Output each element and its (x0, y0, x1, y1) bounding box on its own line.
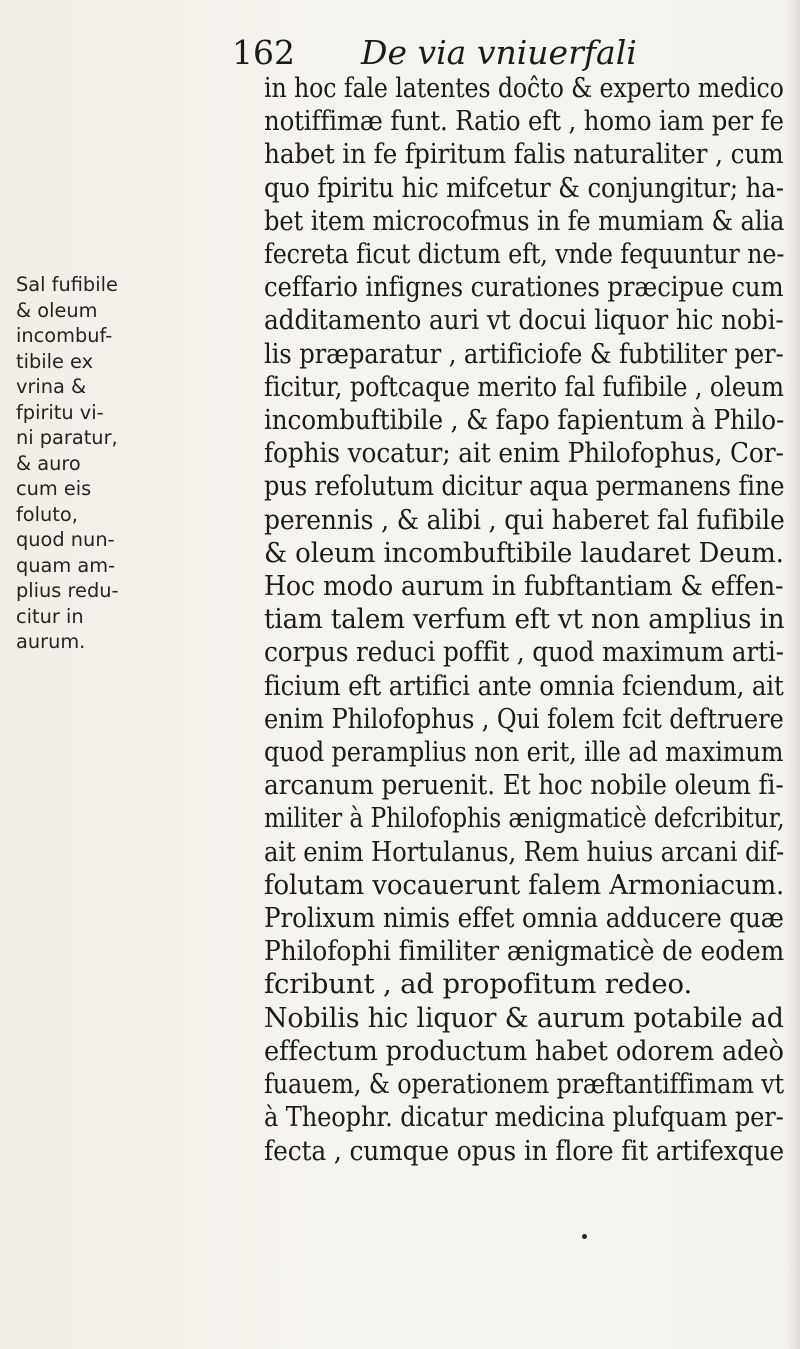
text-line: fecreta ficut dictum eft, vnde fequuntur ne- (264, 238, 785, 271)
text-line: & oleum incombuftibile laudaret Deum. (264, 536, 784, 569)
text-line: ficium eft artifici ante omnia fciendum, ait (264, 669, 784, 702)
text-line: Hoc modo aurum in fubftantiam & effen- (264, 570, 784, 603)
text-line: enim Philofophus , Qui folem fcit deftruere (264, 702, 784, 735)
margin-note-line: incombuf- (16, 324, 113, 347)
text-line: tiam talem verfum eft vt non amplius in (264, 603, 785, 636)
ink-speck (582, 1234, 587, 1239)
text-line: pus refolutum dicitur aqua permanens fine (264, 470, 785, 503)
text-line: notiffimæ funt. Ratio eft , homo iam per fe (264, 105, 784, 138)
margin-note-line: & oleum (16, 298, 98, 322)
text-line: à Theophr. dicatur medicina plufquam per- (264, 1101, 784, 1134)
text-line: bet item microcofmus in fe mumiam & alia (264, 204, 785, 237)
text-line: perennis , & alibi , qui haberet fal fufibile (264, 503, 785, 536)
text-line: quod peramplius non erit, ille ad maximum (264, 736, 784, 769)
body-text (264, 72, 784, 1168)
margin-note (16, 272, 256, 655)
margin-note-line: aurum. (16, 630, 86, 653)
text-line: arcanum peruenit. Et hoc nobile oleum fi- (264, 769, 784, 802)
margin-note-line: fpiritu vi- (16, 400, 104, 424)
text-line: fuauem, & operationem præftantiffimam vt (264, 1068, 784, 1101)
text-line: Philofophi fimiliter ænigmaticè de eodem (264, 935, 785, 968)
text-line: ceffario infignes curationes præcipue cum (264, 271, 784, 304)
text-line: in hoc fale latentes doĉto & experto medico (264, 72, 784, 104)
margin-note-line: plius redu- (16, 579, 119, 602)
text-line: lis præparatur , artificiofe & fubtiliter per- (264, 337, 784, 370)
margin-note-line: tibile ex (16, 349, 94, 373)
text-line: fecta , cumque opus in flore fit artifexque (264, 1134, 785, 1167)
text-line: militer à Philofophis ænigmaticè defcribitur, (264, 802, 785, 835)
text-line: ficitur, poftcaque merito fal fufibile , oleum (264, 370, 784, 403)
margin-note-line: vrina & (16, 375, 87, 398)
text-line: corpus reduci poffit , quod maximum arti- (264, 636, 784, 669)
text-line: quo fpiritu hic mifcetur & conjungitur; ha- (264, 171, 784, 204)
text-line: fcribunt , ad propofitum redeo. (264, 968, 693, 1001)
text-line: folutam vocauerunt falem Armoniacum. (264, 868, 785, 901)
text-line: habet in fe fpiritum falis naturaliter , cum (264, 138, 784, 171)
margin-note-line: Sal fufibile (16, 273, 118, 296)
text-line: fophis vocatur; ait enim Philofophus, Cor- (264, 437, 784, 470)
page-header (232, 28, 792, 78)
running-head: De via vniuerfali (361, 33, 637, 72)
margin-note-line: & auro (16, 451, 81, 475)
page-number: 162 (232, 33, 295, 72)
text-line: Prolixum nimis effet omnia adducere quæ (264, 902, 784, 935)
text-line: effectum productum habet odorem adeò (264, 1034, 784, 1067)
margin-note-line: cum eis (16, 477, 92, 500)
page-edge-shadow (786, 0, 800, 1349)
text-line: ait enim Hortulanus, Rem huius arcani dif- (264, 835, 785, 868)
text-line: additamento auri vt docui liquor hic nobi- (264, 304, 784, 337)
margin-note-line: quam am- (16, 553, 116, 577)
margin-note-line: ni paratur, (16, 426, 118, 449)
margin-note-line: citur in (16, 604, 84, 628)
text-line: Nobilis hic liquor & aurum potabile ad (264, 1001, 784, 1034)
margin-note-line: quod nun- (16, 528, 115, 551)
text-line: incombuftibile , & fapo fapientum à Philo- (264, 404, 785, 437)
margin-note-line: foluto, (16, 502, 78, 526)
